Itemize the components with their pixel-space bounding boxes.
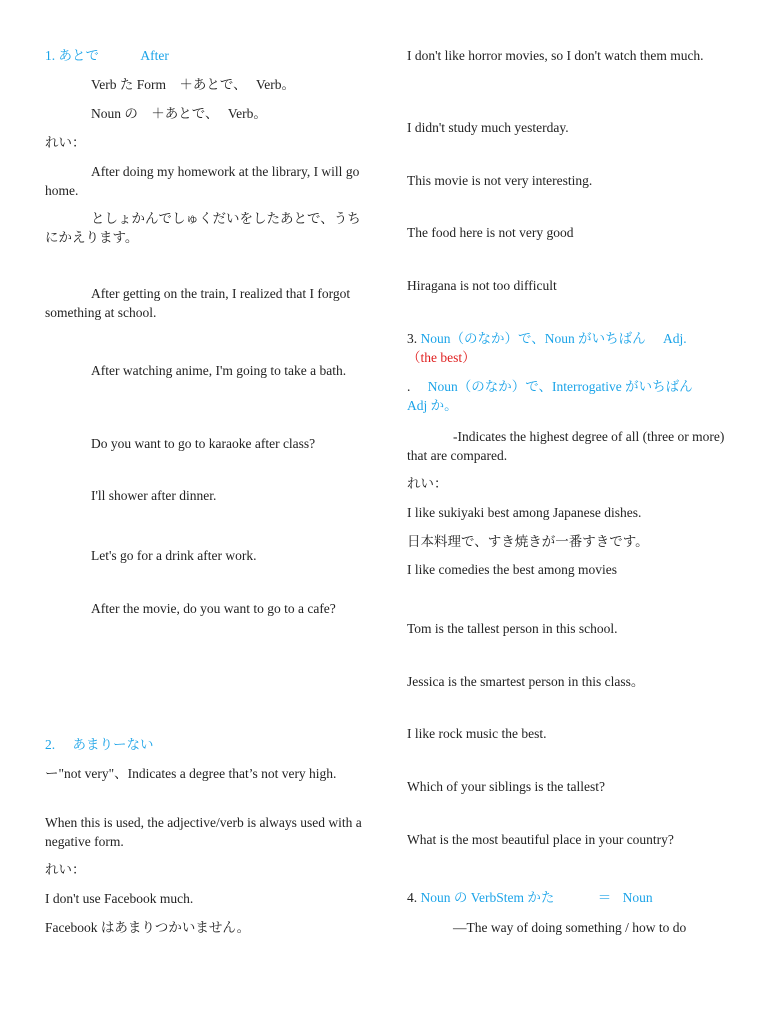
form-noun-no-a: Noun の (91, 106, 138, 121)
section-3-interrogative (407, 377, 727, 415)
form-noun-no (45, 104, 365, 123)
example-r1: I don't like horror movies, so I don't watch them much. (407, 48, 704, 63)
rei-label: れい： (45, 135, 86, 150)
section-3-description: -Indicates the highest degree of all (three or more) that are compared. (407, 429, 725, 463)
example-r4: The food here is not very good (407, 225, 574, 240)
section-3-heading (407, 329, 727, 367)
section-4-equals: ＝ (597, 890, 612, 905)
rei-label-3: れい： (407, 476, 448, 491)
section-4-pattern: Noun の VerbStem かた (420, 890, 555, 905)
section-2-heading (45, 735, 365, 754)
section-3-adj: Adj. (662, 331, 687, 346)
example-3: After watching anime, I'm going to take a bath. (91, 363, 347, 378)
example-r12: What is the most beautiful place in your country? (407, 832, 674, 847)
example-r9: Jessica is the smartest person in this class。 (407, 674, 645, 689)
section-3-pattern: Noun（のなか）で、Noun がいちばん (420, 331, 646, 346)
example-r5: Hiragana is not too difficult (407, 278, 557, 293)
example-r7: I like comedies the best among movies (407, 562, 617, 577)
form-noun-no-b: ＋あとで、 (151, 106, 219, 121)
section-2-note: When this is used, the adjective/verb is always used with a negative form. (45, 815, 362, 849)
section-1-japanese: あとで (58, 48, 99, 63)
form-verb-ta-c: Verb。 (255, 77, 295, 92)
rei-label-2: れい： (45, 862, 86, 877)
example-r6-japanese: 日本料理で、すき焼きが一番すきです。 (407, 534, 649, 549)
section-4-number: 4. (407, 890, 418, 905)
example-8: I don't use Facebook much. (45, 891, 194, 906)
form-verb-ta-a: Verb た Form (91, 77, 166, 92)
form-verb-ta (45, 75, 365, 94)
example-4: Do you want to go to karaoke after class? (91, 436, 316, 451)
example-1-japanese: としょかんでしゅくだいをしたあとで、うちにかえります。 (45, 211, 361, 245)
section-1-number: 1. (45, 48, 56, 63)
section-2-japanese: あまりーない (72, 737, 154, 752)
section-4-noun: Noun (622, 890, 653, 905)
example-6: Let's go for a drink after work. (91, 548, 257, 563)
example-1: After doing my homework at the library, I will go home. (45, 164, 360, 198)
example-5: I'll shower after dinner. (91, 488, 217, 503)
section-4-heading (407, 888, 727, 907)
example-r6: I like sukiyaki best among Japanese dishes. (407, 505, 642, 520)
section-3-number: 3. (407, 331, 418, 346)
section-3-best: （the best） (407, 350, 476, 365)
example-r11: Which of your siblings is the tallest? (407, 779, 605, 794)
section-3b-tail: Adj か。 (407, 398, 458, 413)
section-3b-dot: . (407, 379, 411, 394)
section-2-number: 2. (45, 737, 56, 752)
example-r10: I like rock music the best. (407, 726, 547, 741)
form-noun-no-c: Verb。 (227, 106, 267, 121)
example-2: After getting on the train, I realized that I forgot something at school. (45, 286, 351, 320)
section-4-description: —The way of doing something / how to do (453, 920, 687, 935)
section-2-description: ー"not very"、Indicates a degree that’s not very high. (45, 766, 337, 781)
example-r8: Tom is the tallest person in this school. (407, 621, 618, 636)
section-3b-pattern: Noun（のなか）で、Interrogative がいちばん (427, 379, 693, 394)
example-7: After the movie, do you want to go to a cafe? (91, 601, 336, 616)
section-1-heading (45, 46, 365, 65)
example-8-japanese: Facebook はあまりつかいません。 (45, 920, 251, 935)
example-r2: I didn't study much yesterday. (407, 120, 569, 135)
section-1-english: After (140, 48, 169, 63)
example-r3: This movie is not very interesting. (407, 173, 593, 188)
form-verb-ta-b: ＋あとで、 (179, 77, 247, 92)
